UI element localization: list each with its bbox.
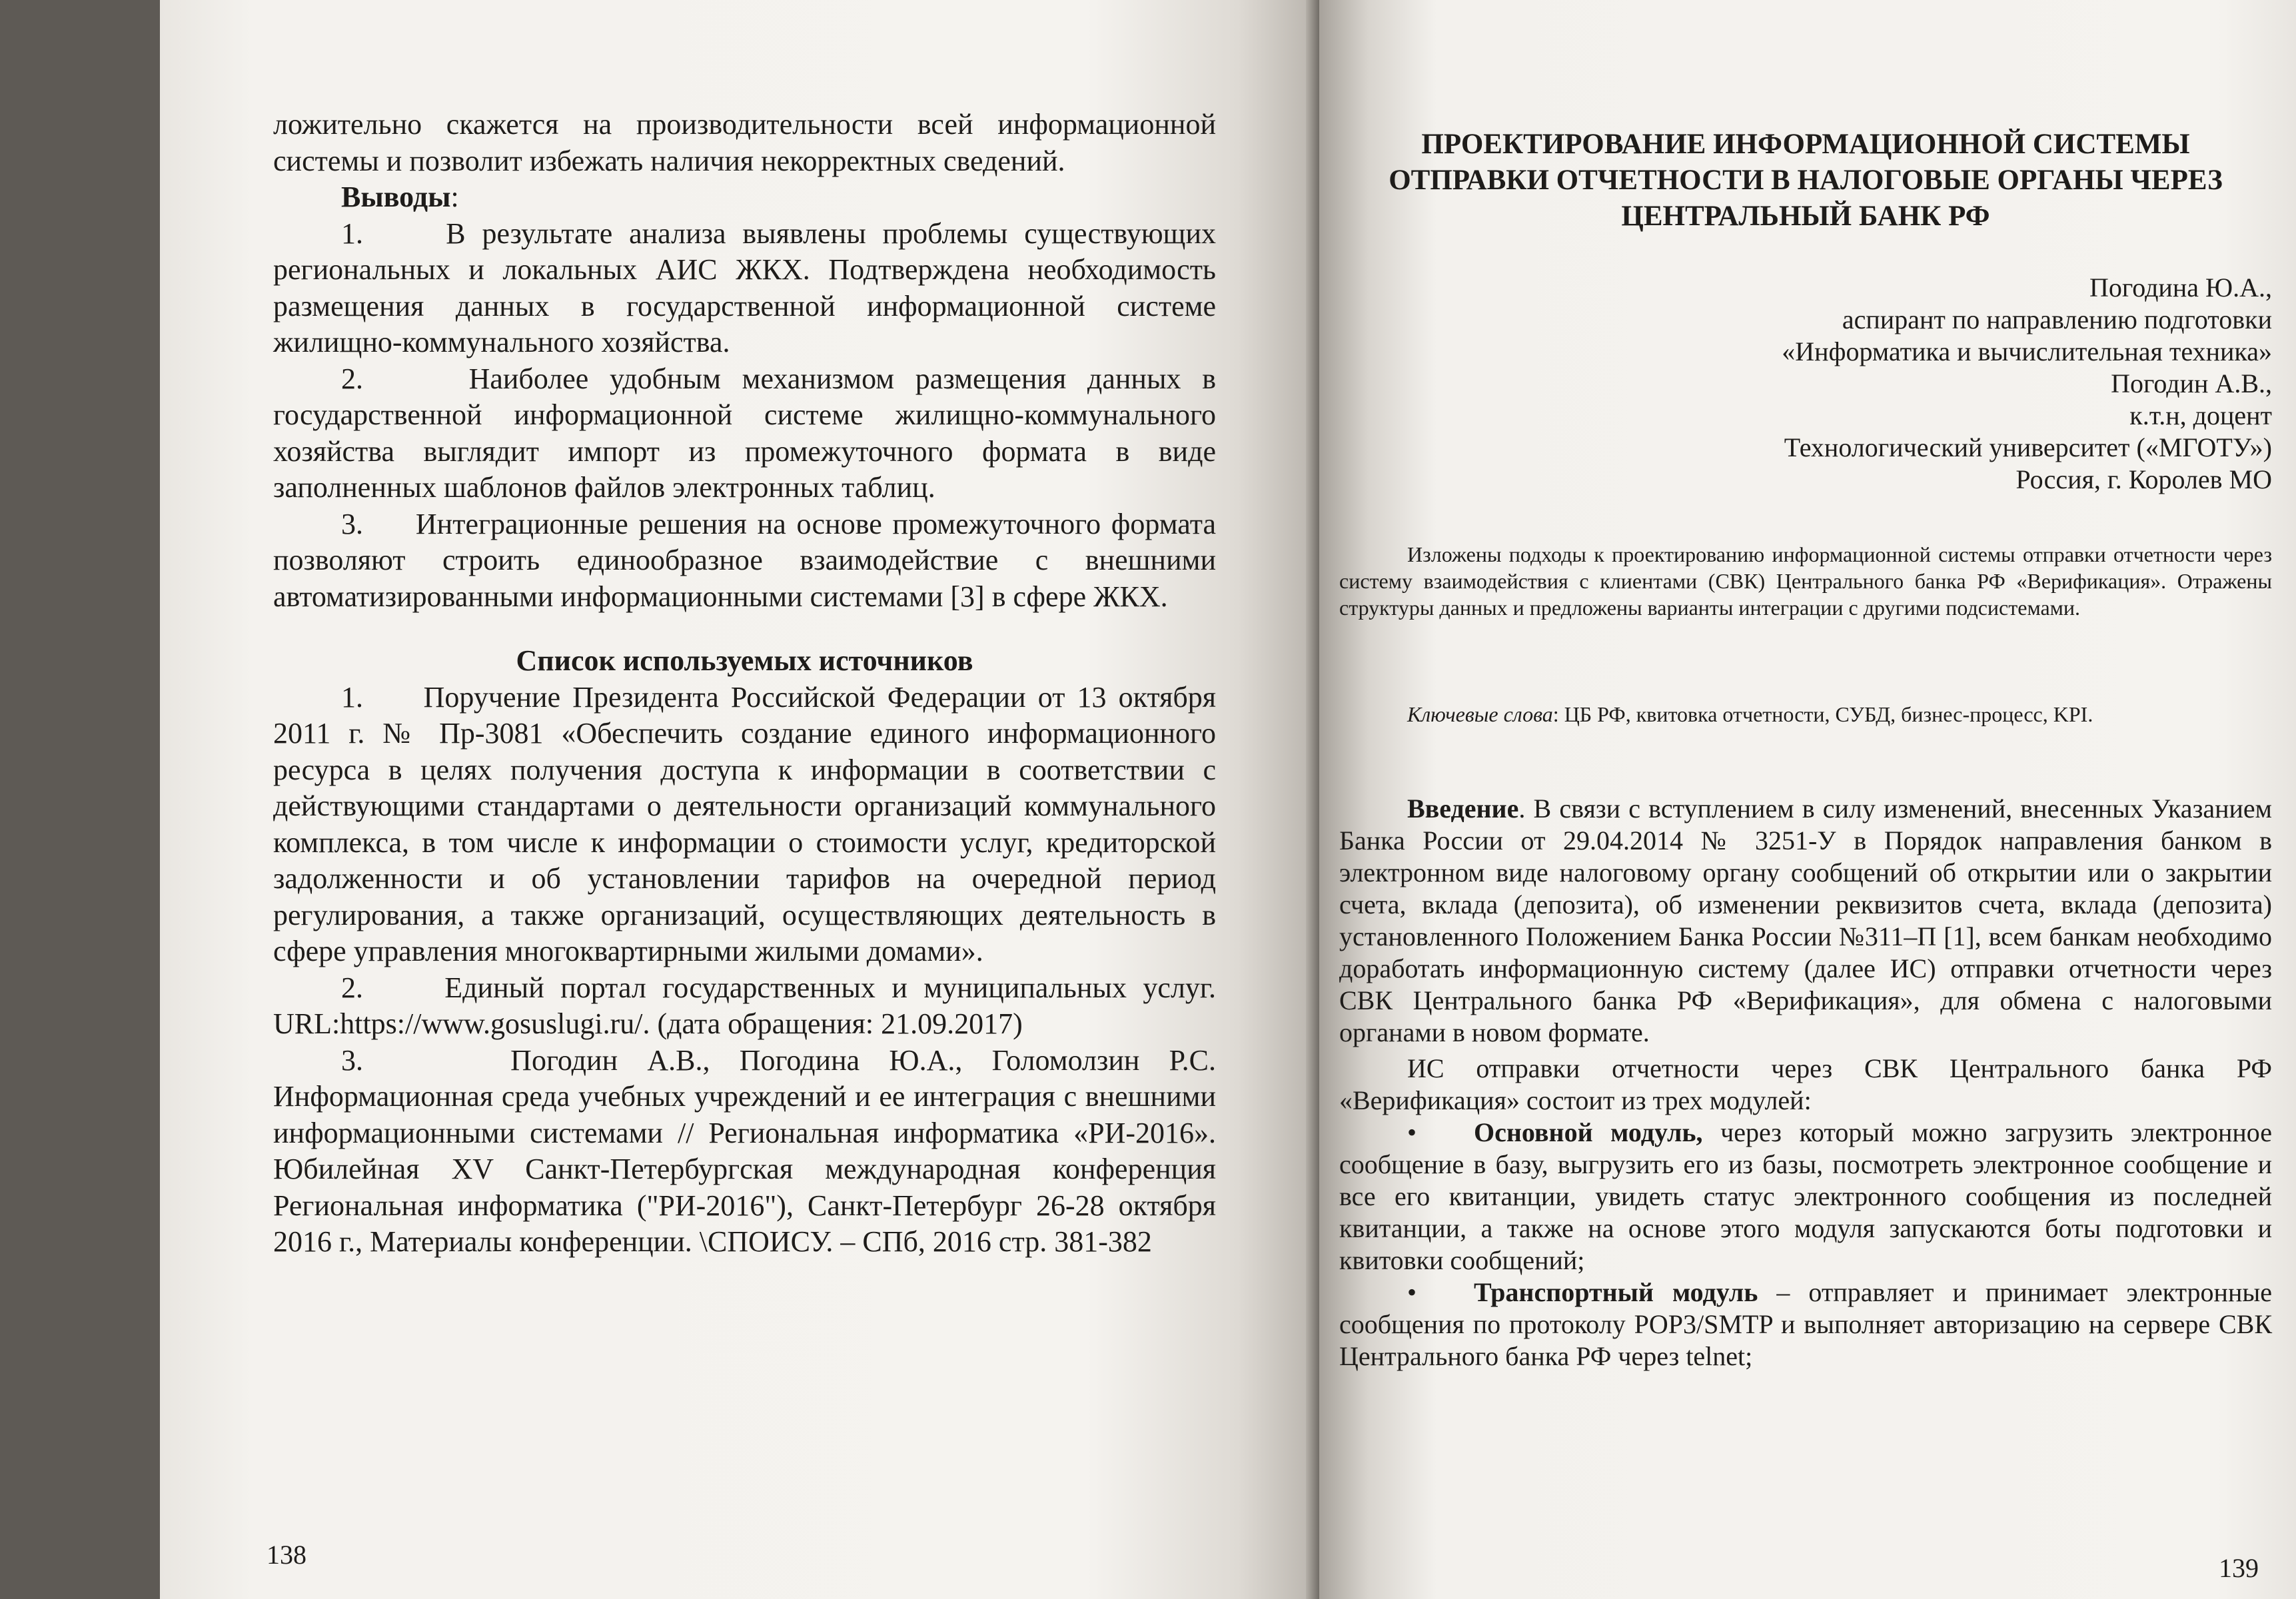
author-1-program: «Информатика и вычислительная техника»: [1782, 336, 2272, 366]
module-2-name: Транспортный модуль: [1474, 1277, 1758, 1307]
author-1-name: Погодина Ю.А.,: [2089, 272, 2272, 302]
article-body: [1339, 793, 2272, 1372]
affiliation: Технологический университет («МГОТУ»): [1784, 432, 2272, 462]
left-text-column: [273, 107, 1216, 1261]
keywords-label: Ключевые слова: [1407, 702, 1553, 726]
left-page: [160, 0, 1319, 1599]
conclusions-label: Выводы: [341, 181, 451, 213]
reference-item-1: 1. Поручение Президента Российской Федерации от 13 октября 2011 г. № Пр-3081 «Обеспечить создание единого информационного ресурса в целях получения доступа к информации в соответствии с действующими стандартами о деятельности организаций коммунального комплекса, в том числе к информации о стоимости услуг, кредиторской задолженности и об установлении тарифов на очередной период регулирования, а также организаций, осуществляющих деятельность в сфере управления многоквартирными жилыми домами».: [273, 680, 1216, 967]
title-line-1: ПРОЕКТИРОВАНИЕ ИНФОРМАЦИОННОЙ СИСТЕМЫ: [1421, 129, 2190, 160]
keywords-text: : ЦБ РФ, квитовка отчетности, СУБД, бизнес-процесс, KPI.: [1552, 702, 2093, 726]
intro-paragraph: [1339, 793, 2272, 1049]
abstract-text: Изложены подходы к проектированию информационной системы отправки отчетности через систему взаимодействия с клиентами (СВК) Центрального банка РФ «Верификация». Отражены структуры данных и предложены варианты интеграции с другими подсистемами.: [1339, 542, 2272, 620]
keywords: [1339, 701, 2272, 728]
conclusions-colon: :: [450, 181, 459, 213]
conclusion-item-1: 1. В результате анализа выявлены проблемы существующих региональных и локальных АИС ЖКХ. Подтверждена необходимость размещения данных в государственной информационной системе жилищно-коммунального хозяйства.: [273, 217, 1216, 358]
intro-text: . В связи с вступлением в силу изменений, внесенных Указанием Банка России от 29.04.2014 № 3251-У в Порядок направления банком в электронном виде налоговому органу сообщений об открытии или о закрытии счета, вклада (депозита), об изменении реквизитов счета, вклада (депозита) установленного Положением Банка России №311–П [1], всем банкам необходимо доработать информационную систему (далее ИС) отправки отчетности через СВК Центрального банка РФ «Верификация», для обмена с налоговыми органами в новом формате.: [1339, 794, 2272, 1047]
author-1-role: аспирант по направлению подготовки: [1842, 304, 2272, 334]
conclusion-item-2: 2. Наиболее удобным механизмом размещения данных в государственной информационной системе жилищно-коммунального хозяйства выглядит импорт из промежуточного формата в виде заполненных шаблонов файлов электронных таблиц.: [273, 362, 1216, 504]
page-number-right: 139: [2219, 1553, 2259, 1583]
module-1-text: через который можно загрузить электронное сообщение в базу, выгрузить его из базы, посмотреть электронное сообщение и все его квитанции, увидеть статус электронного сообщения из последней квитанции, а также на основе этого модуля запускаются боты подготовки и квитовки сообщений;: [1339, 1117, 2272, 1275]
bullet-icon: •: [1407, 1277, 1417, 1307]
references-heading: Список используемых источников: [516, 644, 973, 677]
author-block: [1339, 272, 2272, 496]
reference-item-2: 2. Единый портал государственных и муниципальных услуг. URL:https://www.gosuslugi.ru/. (дата обращения: 21.09.2017): [273, 971, 1216, 1040]
reference-item-3: 3. Погодин А.В., Погодина Ю.А., Голомолзин Р.С. Информационная среда учебных учреждений и ее интеграция с внешними информационными системами // Региональная информатика «РИ-2016». Юбилейная XV Санкт-Петербургская международная конференция Региональная информатика ("РИ-2016"), Санкт-Петербург 26-28 октября 2016 г., Материалы конференции. \СПОИСУ. – СПб, 2016 стр. 381-382: [273, 1043, 1216, 1258]
module-item-2: [1339, 1277, 2272, 1372]
page-number-left: 138: [267, 1540, 306, 1570]
right-page: [1319, 0, 2296, 1599]
continued-paragraph: ложительно скажется на производительности всей информационной системы и позволит избежать наличия некорректных сведений.: [273, 108, 1216, 177]
module-1-name: Основной модуль,: [1474, 1117, 1703, 1147]
conclusion-item-3: 3. Интеграционные решения на основе промежуточного формата позволяют строить единообразное взаимодействие с внешними автоматизированными информационными системами [3] в сфере ЖКХ.: [273, 507, 1216, 613]
intro-label: Введение: [1407, 794, 1519, 823]
title-line-2: ОТПРАВКИ ОТЧЕТНОСТИ В НАЛОГОВЫЕ ОРГАНЫ ЧЕРЕЗ: [1389, 165, 2223, 196]
conclusions-heading: [273, 179, 1216, 216]
module-item-1: [1339, 1117, 2272, 1277]
title-line-3: ЦЕНТРАЛЬНЫЙ БАНК РФ: [1621, 201, 1990, 232]
abstract: [1339, 541, 2272, 621]
location: Россия, г. Королев МО: [2015, 464, 2272, 494]
author-2-name: Погодин А.В.,: [2111, 368, 2272, 398]
article-title: [1339, 127, 2272, 235]
author-2-degree: к.т.н, доцент: [2129, 400, 2272, 430]
module-2-text: – отправляет и принимает электронные сообщения по протоколу POP3/SMTP и выполняет авторизацию на сервере СВК Центрального банка РФ через telnet;: [1339, 1277, 2272, 1371]
bullet-icon: •: [1407, 1117, 1417, 1147]
modules-intro: ИС отправки отчетности через СВК Центрального банка РФ «Верификация» состоит из трех модулей:: [1339, 1053, 2272, 1115]
